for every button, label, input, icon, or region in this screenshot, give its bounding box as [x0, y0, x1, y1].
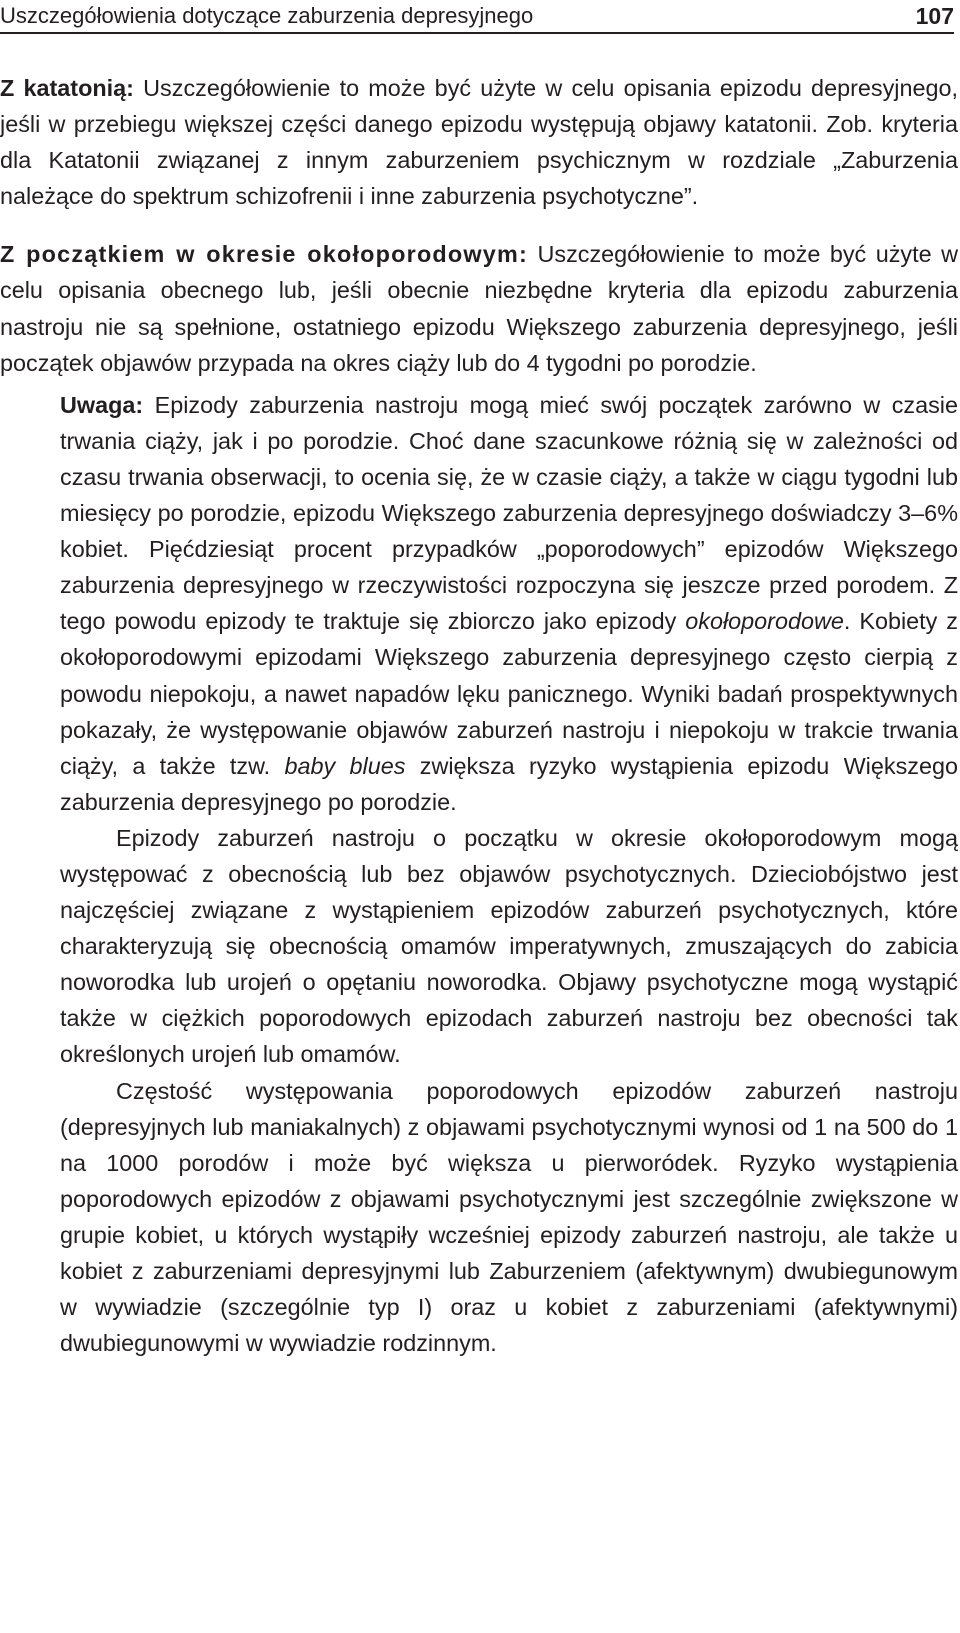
peripartum-paragraph	[0, 236, 958, 380]
frequency-paragraph: Częstość występowania poporodowych epizodów zaburzeń nastroju (depresyjnych lub maniakalnych) z objawami psychotycznymi wynosi od 1 na 500 do 1 na 1000 porodów i może być większa u pierworódek. Ryzyko wystąpienia poporodowych epizodów z objawami psychotycznymi jest szczególnie zwiększone w grupie kobiet, u których wystąpiły wcześniej epizody zaburzeń nastroju, ale także u kobiet z zaburzeniami depresyjnymi lub Zaburzeniem (afektywnym) dwubiegunowym w wywiadzie (szczególnie typ I) oraz u kobiet z zaburzeniami (afektywnymi) dwubiegunowymi w wywiadzie rodzinnym.	[60, 1077, 958, 1357]
page-header	[0, 0, 954, 34]
note-italic-baby-blues: baby blues	[284, 752, 406, 779]
page-number: 107	[915, 3, 954, 29]
catatonia-text: Uszczegółowienie to może być użyte w celu opisania epizodu depresyjnego, jeśli w przebiegu większej części danego epizodu występują objawy katatonii. Zob. kryteria dla Katatonii związanej z innym zaburzeniem psychicznym w rozdziale „Zaburzenia należące do spektrum schizofrenii i inne zaburzenia psychotyczne”.	[0, 75, 959, 210]
running-title: Uszczegółowienia dotyczące zaburzenia depresyjnego	[0, 3, 534, 28]
peripartum-label: Z początkiem w okresie okołoporodowym:	[0, 241, 529, 268]
catatonia-label: Z katatonią:	[0, 75, 134, 101]
catatonia-paragraph	[0, 70, 958, 214]
page-body	[0, 70, 958, 1361]
peripartum-text: Uszczegółowienie to może być użyte w celu opisania obecnego lub, jeśli obecnie niezbędne kryteria dla epizodu zaburzenia nastroju nie są spełnione, ostatniego epizodu Większego zaburzenia depresyjnego, jeśli początek objawów przypada na okres ciąży lub do 4 tygodni po porodzie.	[0, 241, 958, 376]
note-text-1: Epizody zaburzenia nastroju mogą mieć swój początek zarówno w czasie trwania ciąży, jak i po porodzie. Choć dane szacunkowe różnią się w zależności od czasu trwania obserwacji, to ocenia się, że w czasie ciąży, a także w ciągu tygodni lub miesięcy po porodzie, epizodu Większego zaburzenia depresyjnego doświadczy 3–6% kobiet. Pięćdziesiąt procent przypadków „poporodowych” epizodów Większego zaburzenia depresyjnego w rzeczywistości rozpoczyna się jeszcze przed porodem. Z tego powodu epizody te traktuje się zbiorczo jako epizody	[60, 391, 958, 635]
note-italic-peripartum: okołoporodowe	[685, 608, 844, 635]
note-label: Uwaga:	[60, 391, 144, 418]
psychotic-paragraph: Epizody zaburzeń nastroju o początku w okresie okołoporodowym mogą występować z obecnością lub bez objawów psychotycznych. Dzieciobójstwo jest najczęściej związane z wystąpieniem epizodów zaburzeń psychotycznych, które charakteryzują się obecnością omamów imperatywnych, zmuszających do zabicia noworodka lub urojeń o opętaniu noworodka. Objawy psychotyczne mogą wystąpić także w ciężkich poporodowych epizodach zaburzeń nastroju bez obecności tak określonych urojeń lub omamów.	[60, 824, 958, 1068]
note-text-3: zwiększa ryzyko wystąpienia epizodu Większego zaburzenia depresyjnego po porodzie.	[60, 752, 959, 815]
note-text-2: . Kobiety z okołoporodowymi epizodami Większego zaburzenia depresyjnego często cierpią z powodu niepokoju, a nawet napadów lęku panicznego. Wyniki badań prospektywnych pokazały, że występowanie objawów zaburzeń nastroju i niepokoju w trakcie trwania ciąży, a także tzw.	[60, 608, 958, 779]
note-paragraph	[60, 387, 958, 820]
